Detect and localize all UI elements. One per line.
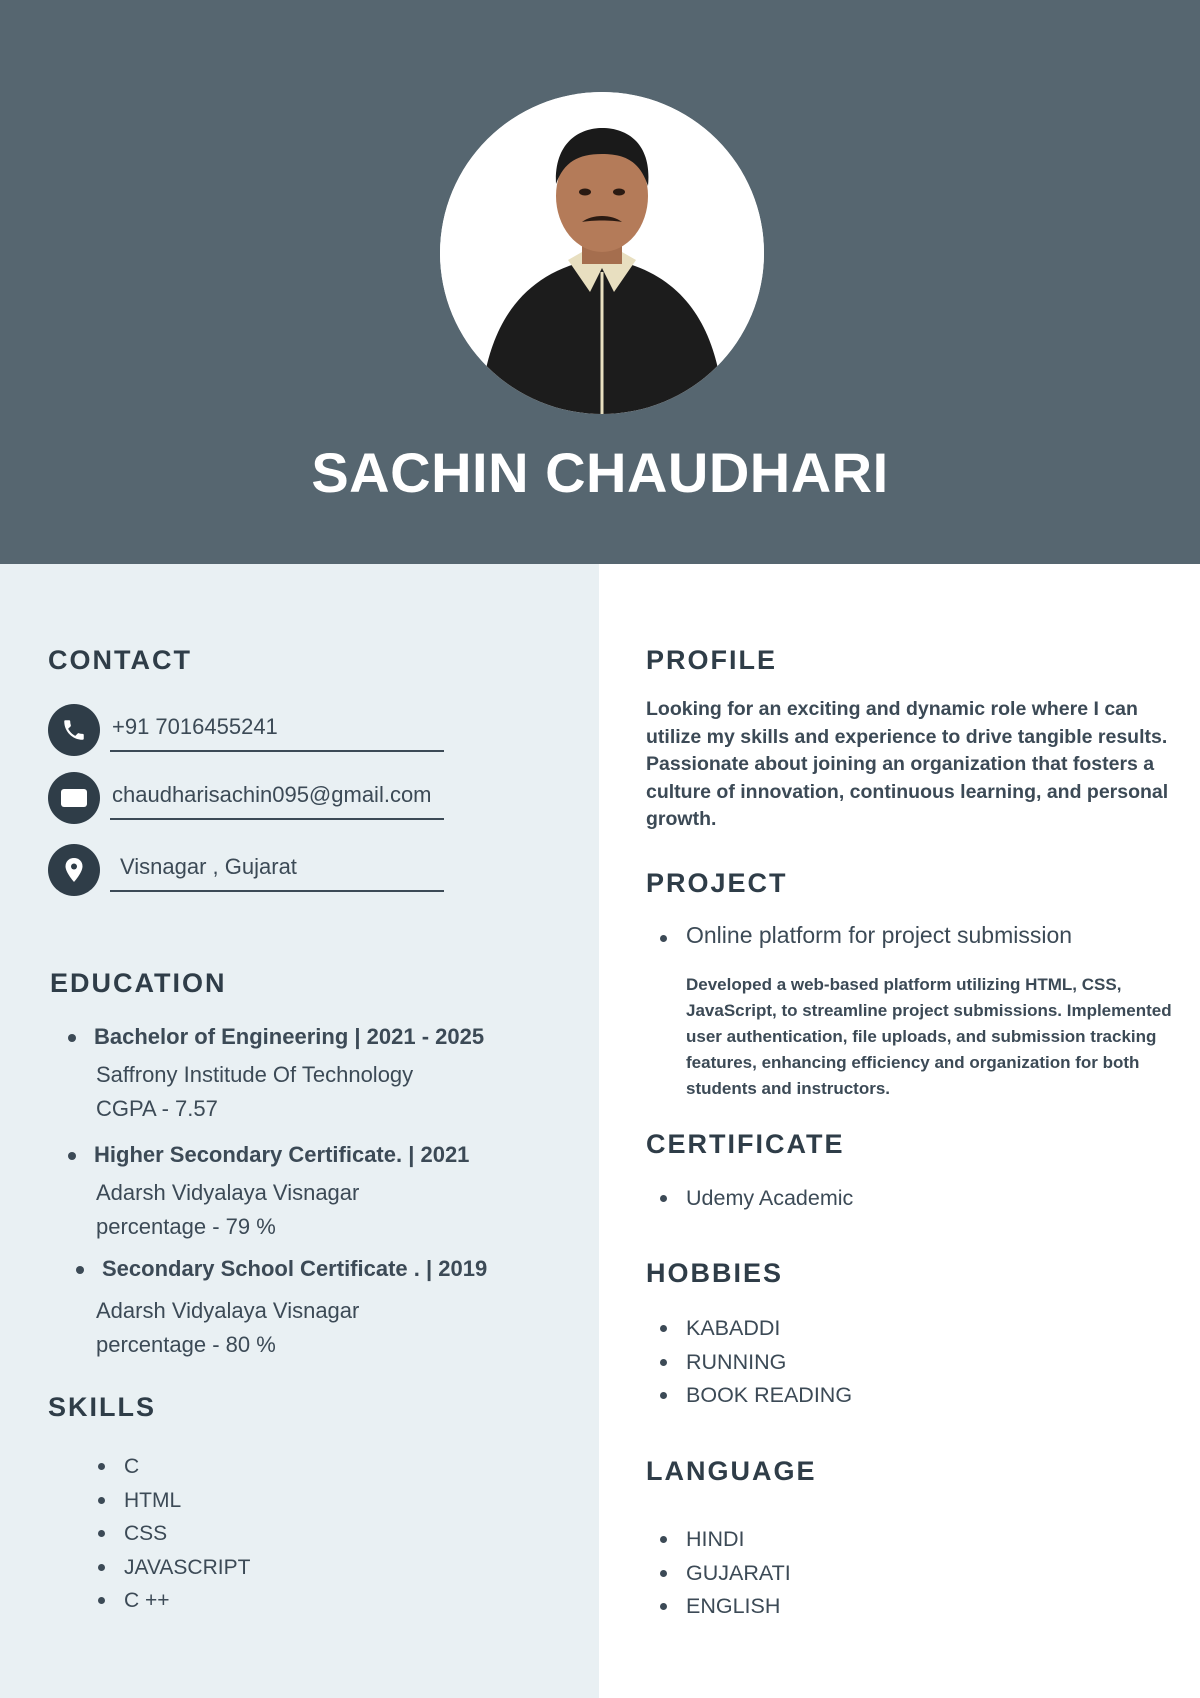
language-item: ENGLISH: [660, 1590, 791, 1624]
education-heading: Bachelor of Engineering | 2021 - 2025: [68, 1024, 568, 1050]
candidate-name: SACHIN CHAUDHARI: [311, 441, 889, 504]
contact-location-row: [48, 844, 468, 898]
hobby-item: BOOK READING: [660, 1379, 852, 1413]
email-address: chaudharisachin095@gmail.com: [112, 782, 432, 807]
header-banner: [0, 0, 1200, 564]
education-item: [68, 1142, 568, 1244]
location-pin-icon: [48, 844, 100, 896]
phone-number: +91 7016455241: [112, 714, 278, 739]
profile-summary: Looking for an exciting and dynamic role where I can utilize my skills and experience to drive tangible results. Passionate about joining an organization that fosters a culture of innovation, continuous learning, and personal growth.: [646, 698, 1169, 830]
hobbies-list: [660, 1312, 852, 1413]
skills-title: SKILLS: [48, 1392, 157, 1422]
skill-item: C: [98, 1450, 250, 1484]
certificate-item: Udemy Academic: [660, 1182, 853, 1216]
skills-list: [98, 1450, 250, 1618]
profile-title: PROFILE: [646, 645, 778, 675]
divider: [110, 890, 444, 892]
education-institute: Adarsh Vidyalaya Visnagar: [96, 1298, 360, 1323]
skill-item: C ++: [98, 1584, 250, 1618]
certificate-title: CERTIFICATE: [646, 1129, 845, 1159]
project-name: Online platform for project submission: [660, 922, 1072, 949]
location-text: Visnagar , Gujarat: [120, 854, 297, 879]
education-item: [76, 1256, 576, 1362]
education-heading: Higher Secondary Certificate. | 2021: [68, 1142, 568, 1168]
hobby-item: KABADDI: [660, 1312, 852, 1346]
project-description: Developed a web-based platform utilizing HTML, CSS, JavaScript, to streamline project submissions. Implemented user authentication, file uploads, and submission tracking features, enhancing efficiency and organization for both students and instructors.: [686, 975, 1172, 1098]
email-icon: [48, 772, 100, 824]
contact-email-row: [48, 772, 468, 826]
divider: [110, 818, 444, 820]
project-title: PROJECT: [646, 868, 788, 898]
education-score: percentage - 80 %: [96, 1332, 276, 1357]
education-score: CGPA - 7.57: [96, 1096, 218, 1121]
language-item: HINDI: [660, 1523, 791, 1557]
skill-item: CSS: [98, 1517, 250, 1551]
education-title: EDUCATION: [50, 968, 227, 998]
education-institute: Saffrony Institude Of Technology: [96, 1062, 414, 1087]
education-institute: Adarsh Vidyalaya Visnagar: [96, 1180, 360, 1205]
person-portrait-image: [440, 92, 764, 414]
hobbies-title: HOBBIES: [646, 1258, 784, 1288]
skill-item: JAVASCRIPT: [98, 1551, 250, 1585]
certificate-list: [660, 1182, 853, 1216]
education-heading: Secondary School Certificate . | 2019: [76, 1256, 576, 1282]
language-list: [660, 1523, 791, 1624]
hobby-item: RUNNING: [660, 1346, 852, 1380]
language-title: LANGUAGE: [646, 1456, 817, 1486]
language-item: GUJARATI: [660, 1557, 791, 1591]
profile-photo: [440, 92, 764, 414]
contact-title: CONTACT: [48, 645, 192, 675]
phone-icon: [48, 704, 100, 756]
education-item: [68, 1024, 568, 1126]
education-score: percentage - 79 %: [96, 1214, 276, 1239]
contact-phone-row: [48, 704, 468, 758]
skill-item: HTML: [98, 1484, 250, 1518]
divider: [110, 750, 444, 752]
